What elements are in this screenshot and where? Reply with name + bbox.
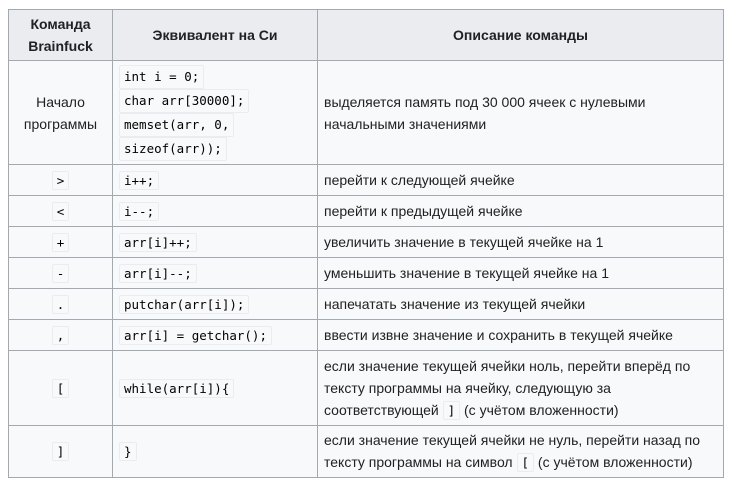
command-code: ] (52, 442, 70, 461)
code-snippet: memset(arr, 0, (119, 113, 234, 137)
command-cell (9, 196, 113, 227)
table-row (9, 426, 724, 478)
command-code: > (52, 171, 70, 190)
header-command: Команда Brainfuck (9, 10, 113, 61)
command-cell: Начало программы (9, 61, 113, 165)
code-snippet: i++; (119, 171, 159, 190)
table-header-row (9, 10, 724, 61)
header-description: Описание команды (318, 10, 724, 61)
command-cell (9, 426, 113, 478)
command-cell (9, 351, 113, 426)
code-snippet: while(arr[i]){ (119, 379, 234, 398)
command-cell (9, 320, 113, 351)
c-code-cell (113, 426, 318, 478)
description-text: (с учётом вложенности) (464, 401, 619, 418)
c-code-cell (113, 165, 318, 196)
inline-code: ] (443, 401, 461, 420)
c-code-cell (113, 258, 318, 289)
description-cell: перейти к предыдущей ячейке (318, 196, 724, 227)
command-code: < (52, 202, 70, 221)
description-cell: увеличить значение в текущей ячейке на 1 (318, 227, 724, 258)
c-code-cell (113, 289, 318, 320)
description-cell: перейти к следующей ячейке (318, 165, 724, 196)
code-snippet: arr[i]--; (119, 264, 197, 283)
inline-code: [ (517, 453, 535, 472)
table-row (9, 289, 724, 320)
description-text: если значение текущей ячейки ноль, перейти вперёд по тексту программы на ячейку, следующую за соответствующей (324, 357, 691, 418)
description-text: (с учётом вложенности) (537, 454, 693, 470)
command-code: - (52, 264, 70, 283)
code-snippet: putchar(arr[i]); (119, 295, 249, 314)
command-cell (9, 165, 113, 196)
code-snippet: i--; (119, 202, 159, 221)
c-code-cell (113, 351, 318, 426)
description-cell: напечатать значение из текущей ячейки (318, 289, 724, 320)
brainfuck-commands-table (8, 9, 724, 478)
table-row (9, 258, 724, 289)
command-cell (9, 227, 113, 258)
description-cell: выделяется память под 30 000 ячеек с нулевыми начальными значениями (318, 61, 724, 165)
c-code-cell (113, 61, 318, 165)
description-cell (318, 351, 724, 426)
command-code: . (52, 295, 70, 314)
description-text: если значение текущей ячейки не нуль, перейти назад по тексту программы на символ (324, 432, 701, 470)
c-code-cell (113, 227, 318, 258)
table-row (9, 165, 724, 196)
description-cell: ввести извне значение и сохранить в текущей ячейке (318, 320, 724, 351)
description-cell (318, 426, 724, 478)
command-cell (9, 289, 113, 320)
code-snippet: char arr[30000]; (119, 89, 249, 113)
command-code: [ (52, 379, 70, 398)
c-code-cell (113, 196, 318, 227)
table-row (9, 351, 724, 426)
code-snippet: arr[i]++; (119, 233, 197, 252)
table-row (9, 196, 724, 227)
table-row (9, 61, 724, 165)
description-cell: уменьшить значение в текущей ячейке на 1 (318, 258, 724, 289)
command-code: , (52, 326, 70, 345)
c-code-cell (113, 320, 318, 351)
code-snippet: int i = 0; (119, 65, 204, 89)
code-snippet: arr[i] = getchar(); (119, 326, 272, 345)
command-code: + (52, 233, 70, 252)
command-cell (9, 258, 113, 289)
table-row (9, 320, 724, 351)
code-snippet: sizeof(arr)); (119, 137, 227, 161)
header-c-equivalent: Эквивалент на Си (113, 10, 318, 61)
table-row (9, 227, 724, 258)
code-snippet: } (119, 442, 137, 461)
